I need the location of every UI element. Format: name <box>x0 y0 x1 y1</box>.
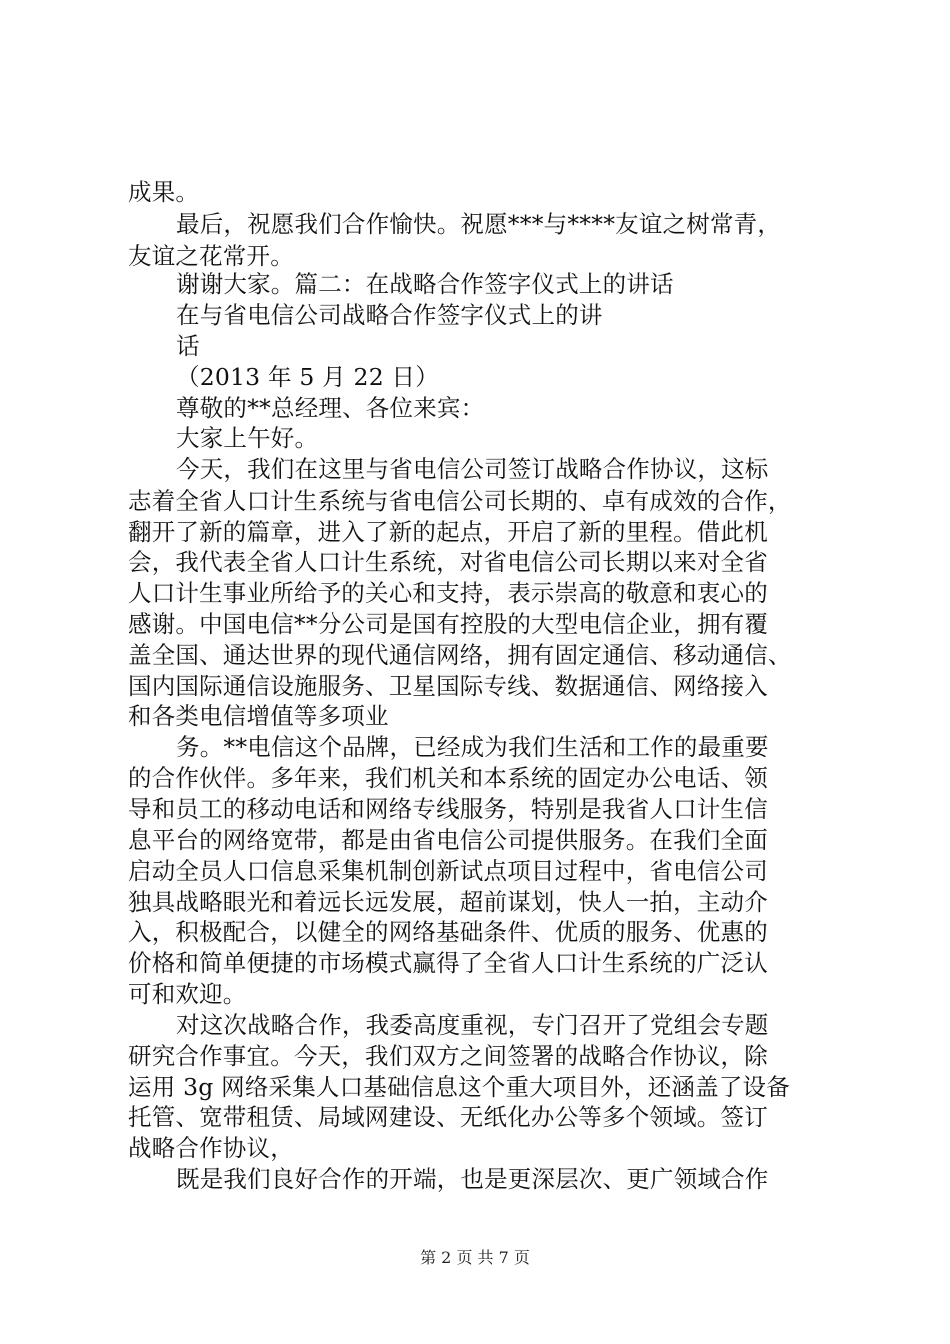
text-line: （2013 年 5 月 22 日） <box>176 363 439 391</box>
text-line: 启动全员人口信息采集机制创新试点项目过程中，省电信公司 <box>128 857 768 885</box>
text-line: 战略合作协议， <box>128 1134 294 1162</box>
text-line: 研究合作事宜。今天，我们双方之间签署的战略合作协议，除 <box>128 1042 768 1070</box>
text-line: 谢谢大家。篇二：在战略合作签字仪式上的讲话 <box>176 270 674 298</box>
text-line: 运用 3g 网络采集人口基础信息这个重大项目外，还涵盖了设备 <box>128 1073 790 1101</box>
text-line: 最后，祝愿我们合作愉快。祝愿***与****友谊之树常青， <box>176 210 782 238</box>
text-line: 既是我们良好合作的开端，也是更深层次、更广领域合作 <box>176 1165 769 1193</box>
text-line: 托管、宽带租赁、局域网建设、无纸化办公等多个领域。签订 <box>128 1103 768 1131</box>
text-line: 人口计生事业所给予的关心和支持，表示崇高的敬意和衷心的 <box>128 579 768 607</box>
text-line: 务。**电信这个品牌，已经成为我们生活和工作的最重要 <box>176 733 769 761</box>
text-line: 尊敬的**总经理、各位来宾： <box>176 394 485 422</box>
text-line: 导和员工的移动电话和网络专线服务，特别是我省人口计生信 <box>128 795 768 823</box>
text-line: 会，我代表全省人口计生系统，对省电信公司长期以来对全省 <box>128 548 768 576</box>
page-number-footer: 第 2 页 共 7 页 <box>420 1248 530 1267</box>
text-line: 话 <box>176 332 200 360</box>
text-line: 价格和简单便捷的市场模式赢得了全省人口计生系统的广泛认 <box>128 949 768 977</box>
text-line: 盖全国、通达世界的现代通信网络，拥有固定通信、移动通信、 <box>128 641 792 669</box>
text-line: 感谢。中国电信**分公司是国有控股的大型电信企业，拥有覆 <box>128 610 769 638</box>
text-line: 可和欢迎。 <box>128 980 247 1008</box>
text-line: 志着全省人口计生系统与省电信公司长期的、卓有成效的合作， <box>128 487 792 515</box>
text-line: 的合作伙伴。多年来，我们机关和本系统的固定办公电话、领 <box>128 764 768 792</box>
text-line: 今天，我们在这里与省电信公司签订战略合作协议，这标 <box>176 455 769 483</box>
text-line: 大家上午好。 <box>176 424 319 452</box>
text-line: 和各类电信增值等多项业 <box>128 702 389 730</box>
text-line: 翻开了新的篇章，进入了新的起点，开启了新的里程。借此机 <box>128 518 768 546</box>
text-line: 息平台的网络宽带，都是由省电信公司提供服务。在我们全面 <box>128 826 768 854</box>
text-line: 对这次战略合作，我委高度重视，专门召开了党组会专题 <box>176 1011 769 1039</box>
text-line: 入，积极配合，以健全的网络基础条件、优质的服务、优惠的 <box>128 918 768 946</box>
text-line: 友谊之花常开。 <box>128 242 294 270</box>
text-line: 成果。 <box>128 178 200 206</box>
text-line: 在与省电信公司战略合作签字仪式上的讲 <box>176 301 603 329</box>
text-line: 独具战略眼光和着远长远发展，超前谋划，快人一拍，主动介 <box>128 888 768 916</box>
text-line: 国内国际通信设施服务、卫星国际专线、数据通信、网络接入 <box>128 672 768 700</box>
